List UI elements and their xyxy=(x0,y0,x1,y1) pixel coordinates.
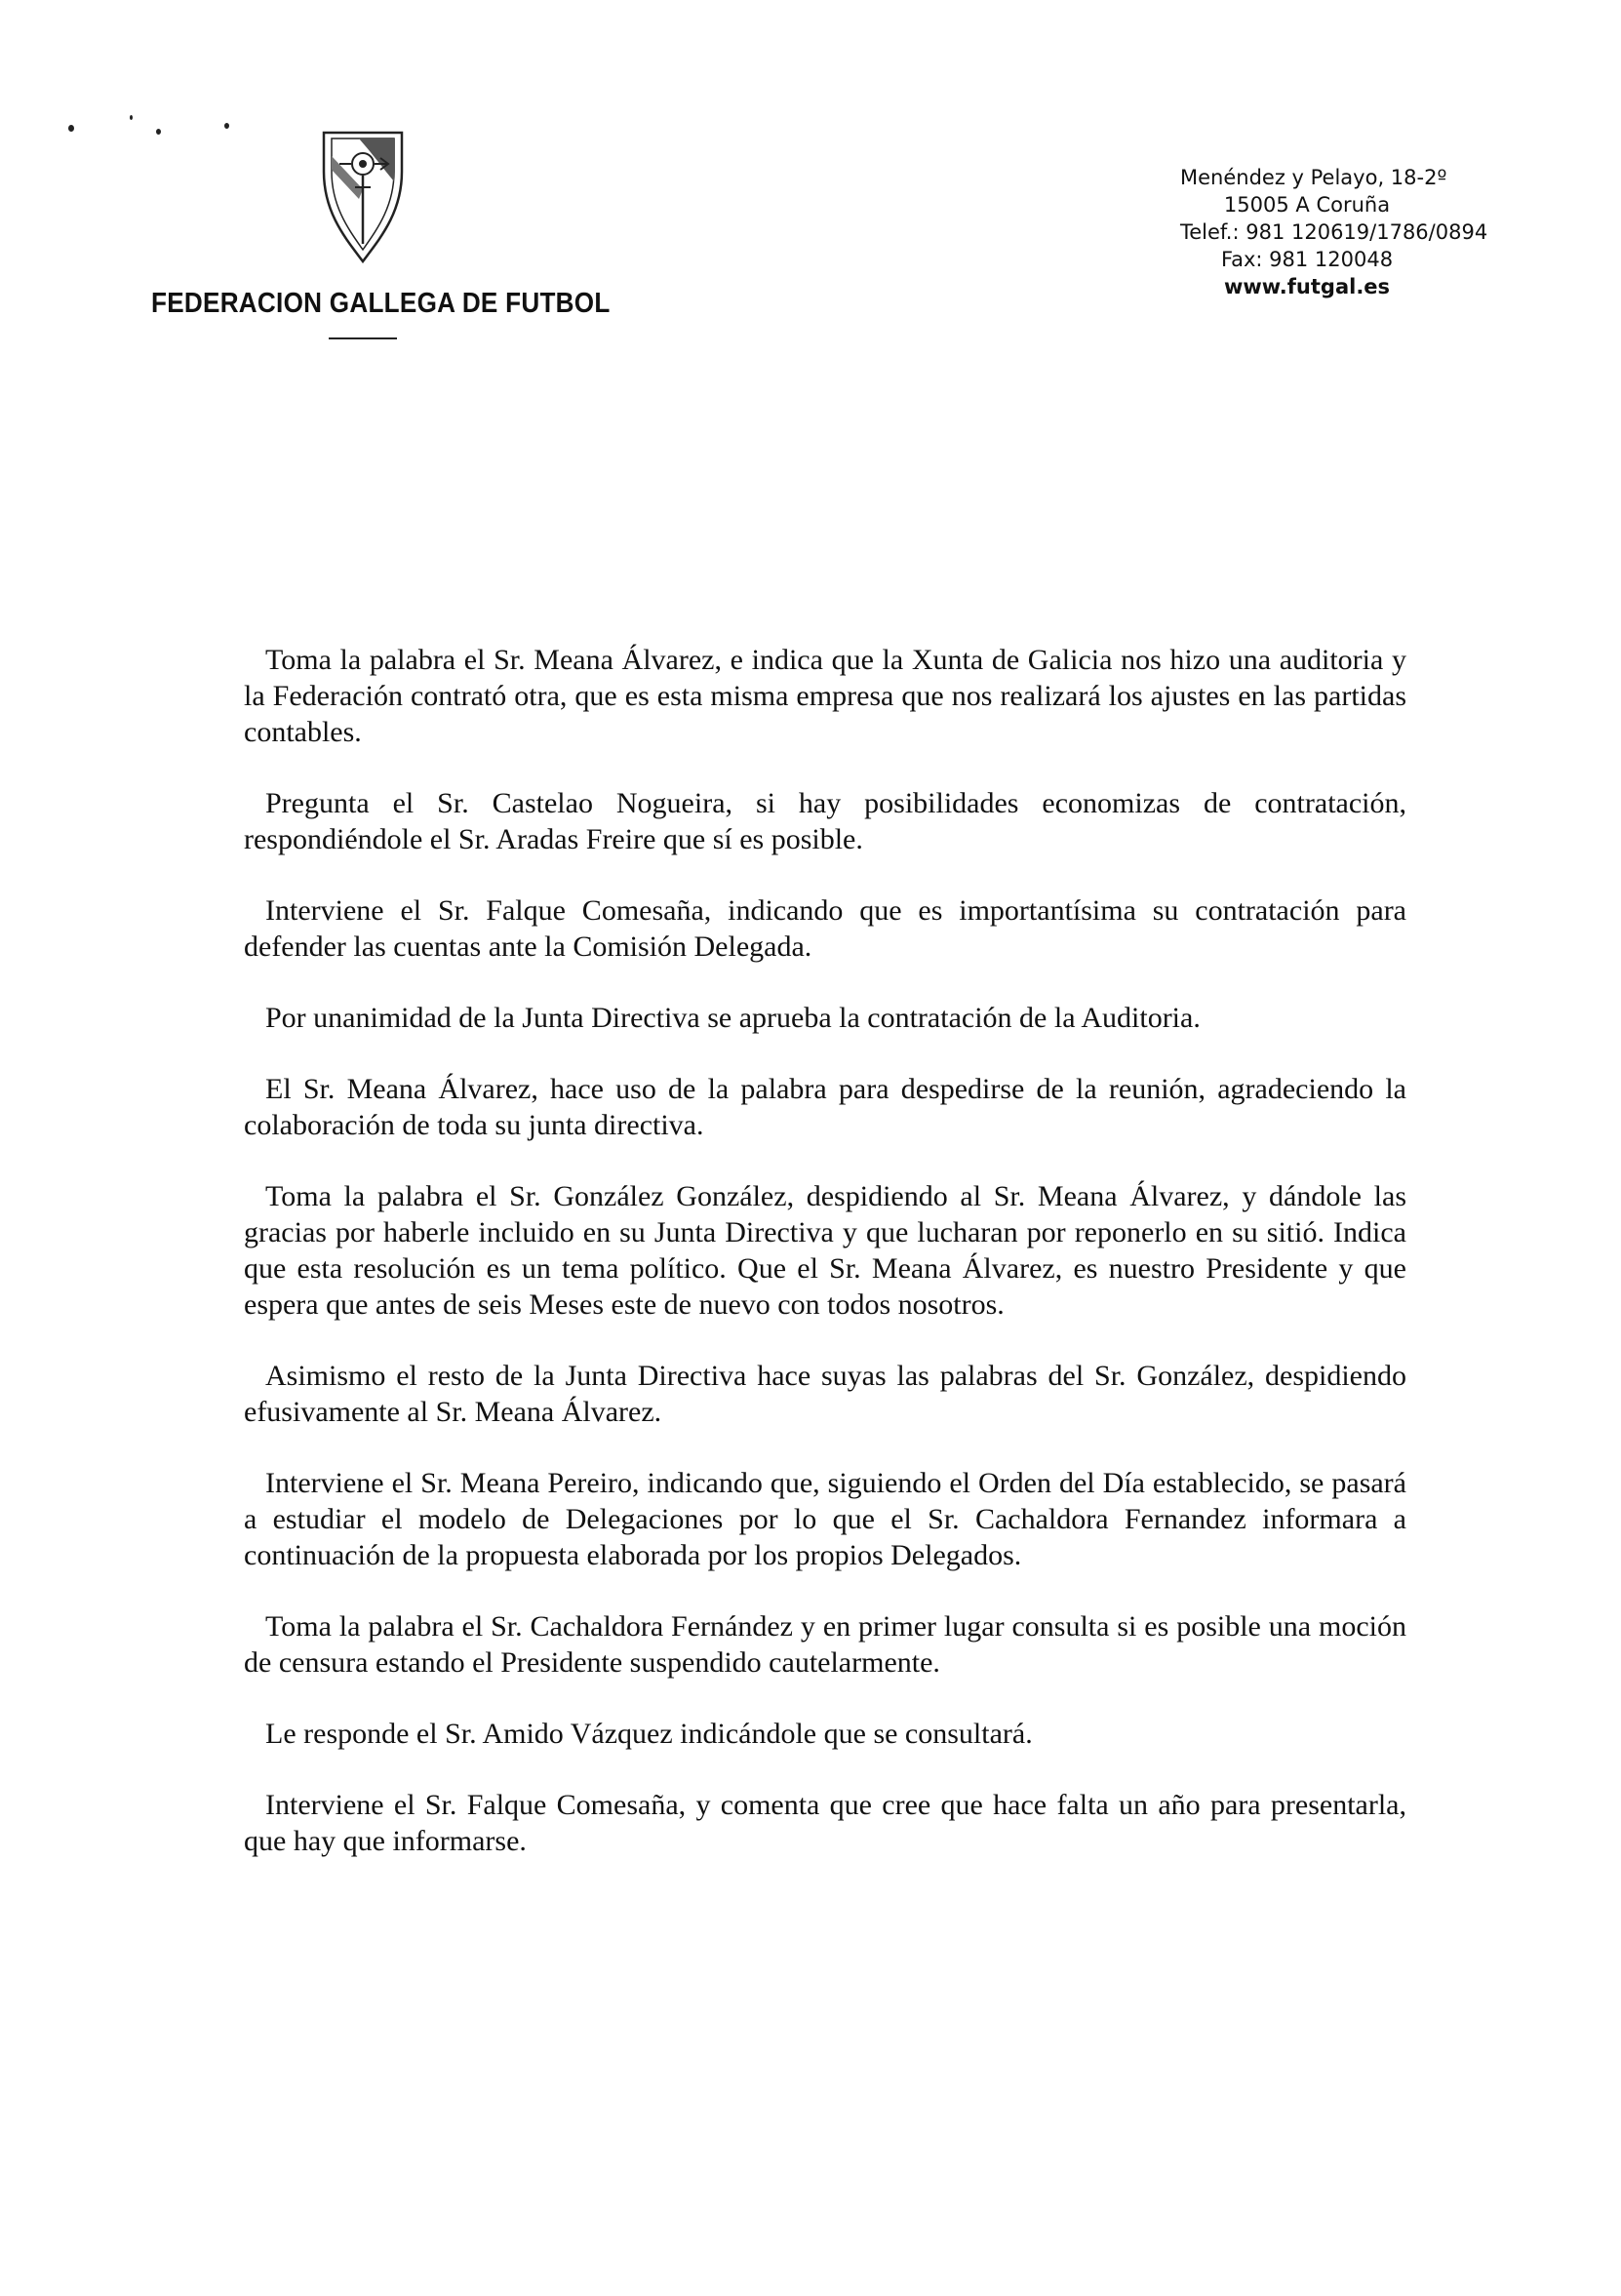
scan-speck xyxy=(130,115,133,120)
city-line: 15005 A Coruña xyxy=(1223,193,1391,217)
paragraph: Interviene el Sr. Falque Comesaña, y comenta que cree que hace falta un año para presentarla, que hay que informarse. xyxy=(244,1789,1406,1857)
address-line: Menéndez y Pelayo, 18-2º xyxy=(1180,166,1447,189)
paragraph: El Sr. Meana Álvarez, hace uso de la palabra para despedirse de la reunión, agradeciendo la colaboración de toda su junta directiva. xyxy=(244,1073,1406,1141)
paragraph: Pregunta el Sr. Castelao Nogueira, si hay posibilidades economizas de contratación, respondiéndole el Sr. Aradas Freire que sí es posible. xyxy=(244,787,1406,855)
phone-line: Telef.: 981 120619/1786/0894 xyxy=(1180,220,1488,244)
website-link[interactable]: www.futgal.es xyxy=(1223,275,1391,298)
paragraph: Le responde el Sr. Amido Vázquez indicándole que se consultará. xyxy=(265,1718,1033,1750)
paragraph: Toma la palabra el Sr. Meana Álvarez, e indica que la Xunta de Galicia nos hizo una auditoria y la Federación contrató otra, que es esta misma empresa que nos realizará los ajustes en las partidas contables. xyxy=(244,644,1406,748)
organization-underline xyxy=(329,337,397,339)
scan-specks xyxy=(59,115,254,144)
scan-speck xyxy=(224,123,229,129)
paragraph: Toma la palabra el Sr. González González, despidiendo al Sr. Meana Álvarez, y dándole las gracias por haberle incluido en su Junta Directiva y que lucharan por reponerlo en su sitió. Indica que esta resolución es un tema político. Que el Sr. Meana Álvarez, es nuestro Presidente y que espera que antes de seis Meses este de nuevo con todos nosotros. xyxy=(244,1180,1406,1321)
contact-block xyxy=(1180,164,1488,300)
paragraph: Interviene el Sr. Meana Pereiro, indicando que, siguiendo el Orden del Día establecido, se pasará a estudiar el modelo de Delegaciones por lo que el Sr. Cachaldora Fernandez informara a continuación de la propuesta elaborada por los propios Delegados. xyxy=(244,1467,1406,1571)
fax-line: Fax: 981 120048 xyxy=(1220,248,1394,271)
paragraph: Asimismo el resto de la Junta Directiva hace suyas las palabras del Sr. González, despidiendo efusivamente al Sr. Meana Álvarez. xyxy=(244,1360,1406,1428)
organization-name: FEDERACION GALLEGA DE FUTBOL xyxy=(151,288,611,319)
paragraph: Por unanimidad de la Junta Directiva se aprueba la contratación de la Auditoria. xyxy=(265,1002,1201,1034)
paragraph: Interviene el Sr. Falque Comesaña, indicando que es importantísima su contratación para defender las cuentas ante la Comisión Delegada. xyxy=(244,894,1406,963)
federation-crest-logo xyxy=(320,129,406,265)
paragraph: Toma la palabra el Sr. Cachaldora Fernández y en primer lugar consulta si es posible una moción de censura estando el Presidente suspendido cautelarmente. xyxy=(244,1610,1406,1679)
minutes-body xyxy=(244,642,1406,1894)
scan-speck xyxy=(68,125,74,132)
scan-speck xyxy=(156,129,161,135)
